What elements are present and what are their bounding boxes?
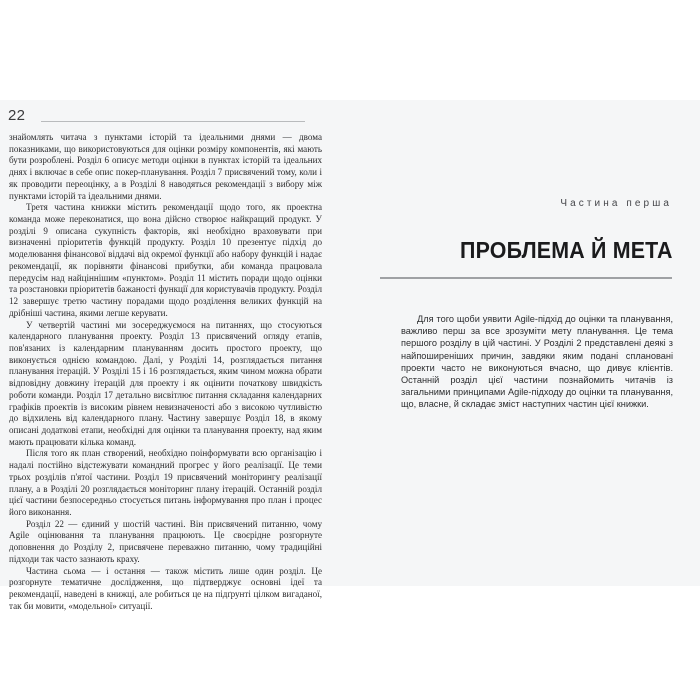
recto-page: [364, 100, 700, 586]
paragraph: Для того щоби уявити Agile-підхід до оцінки та планування, важливо перш за все зрозуміти мету планування. Це тема першого розділу в цій частині. У Розділі 2 представлені деякі з найпоширеніших причин, завдяки яким подані сплановані проекти часто не виконуються вчасно, що дивує клієнтів. Останній розділ цієї частини познайомить читачів із загальними принципами Agile-підходу до оцінки та планування, що, власне, й складає зміст наступних частин цієї книжки.: [401, 314, 673, 410]
verso-page: [0, 100, 336, 611]
paragraph: Третя частина книжки містить рекомендації щодо того, як проектна команда може переконатися, що вона дійсно створює найкращий продукт. У розділі 9 описана сукупність факторів, які необхідно враховувати при визначенні пріоритетів функцій продукту. Розділ 10 презентує підхід до моделювання фінансової віддачі від окремої функції або набору функцій і надає рекомендації, як порівняти фінансові прибутки, аби команда працювала передусім над найціннішим «пунктом». Розділ 11 містить поради щодо оцінки та розстановки пріоритетів бажаності функції для користувачів продукту. Розділ 12 завершує третю частину порадами щодо розділення великих функцій на дрібніші частина, якими легше керувати.: [9, 202, 322, 318]
spread-surface: [0, 100, 700, 611]
recto-body-text: [401, 313, 673, 411]
paragraph: Частина сьома — і остання — також містить лише один розділ. Це розгорнуте тематичне дослідження, що підтверджує основні ідеї та рекомендації, наведені в книжці, але робиться це на підґрунті цілком вигаданої, так би мовити, «модельної» ситуації.: [9, 565, 322, 611]
verso-body-text: [9, 132, 322, 612]
page-number: 22: [8, 107, 26, 124]
running-head: [8, 108, 314, 130]
paragraph: У четвертій частині ми зосереджуємося на питаннях, що стосуються календарного планування проекту. Розділ 13 присвячений огляду етапів, пов'язаних із календарним плануванням досить простого проекту, що виконується однією командою. Далі, у Розділі 14, розглядається питання планування ітерацій. У Розділі 15 і 16 розглядається, яким чином можна обрати відповідну довжину ітерацій для проекту і як оцінити початкову швидкість роботи команди. Розділ 17 детально висвітлює питання складання календарних графіків проектів із високим рівнем невизначеності або з високою чутливістю до відхилень від календарного плану. Частину завершує Розділ 18, в якому описані додаткові етапи, необхідні для оцінки та планування проекту, над яким мають працювати кілька команд.: [9, 319, 322, 447]
paragraph: Після того як план створений, необхідно поінформувати всю організацію і надалі постійно відстежувати командний прогрес у його реалізації. Це теми трьох розділів п'ятої частини. Розділ 19 присвячений моніторингу реалізації плану, а в Розділі 20 розглядається моніторинг плану ітерацій. Останній розділ цієї частини безпосередньо стосується питань інформування про план і процес його виконання.: [9, 448, 322, 517]
running-head-rule: [41, 121, 305, 122]
part-label: Частина перша: [560, 198, 672, 209]
paragraph: Розділ 22 — єдиний у шостій частині. Він присвячений питанню, чому Agile оцінювання та планування працюють. Це своєрідне розгорнуте доповнення до Розділу 2, присвячене переважно питанню, чому традиційні підходи так часто зазнають краху.: [9, 518, 322, 564]
part-title: ПРОБЛЕМА Й МЕТА: [460, 237, 673, 263]
paragraph: знайомлять читача з пунктами історій та ідеальними днями — двома показниками, що використовуються для оцінки розміру компонентів, які мають бути розроблені. Розділ 6 описує методи оцінки в пунктах історій та ідеальних днях і включає в себе опис покер-планування. Розділ 7 присвячений тому, коли і як проводити переоцінку, а в Розділі 8 наводяться рекомендації з вибору між пунктами історій та ідеальними днями.: [9, 132, 322, 201]
title-rule: [380, 277, 672, 279]
